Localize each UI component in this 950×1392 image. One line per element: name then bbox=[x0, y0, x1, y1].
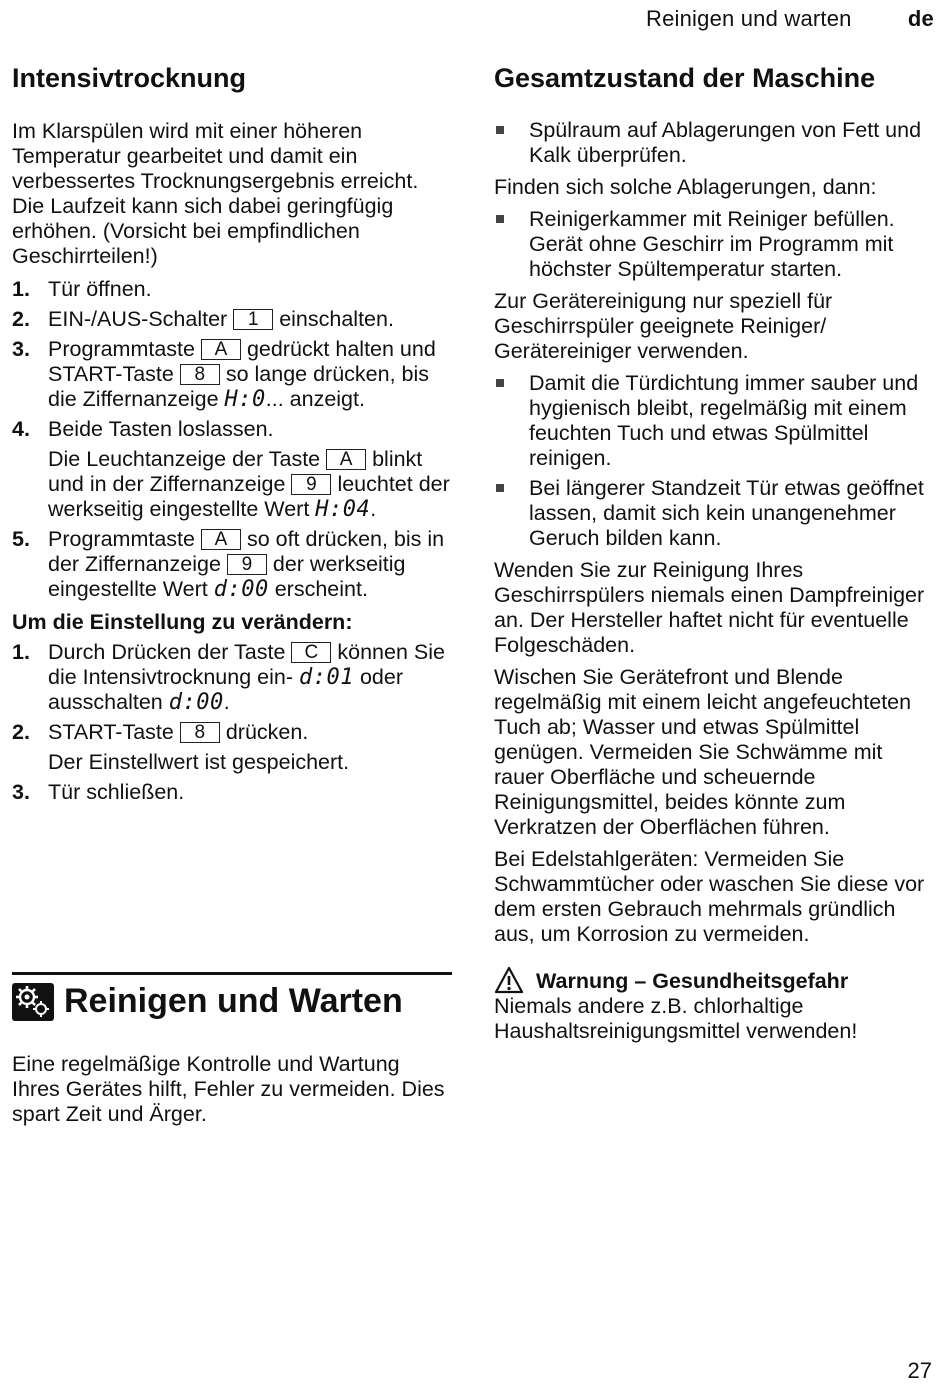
paragraph: Wenden Sie zur Reinigung Ihres Geschirrspülers niemals einen Dampfreiniger an. Der Hersteller haftet nicht für eventuelle Folgeschäden. bbox=[494, 558, 925, 657]
step-text: einschalten. bbox=[279, 307, 394, 331]
bullet-square-icon bbox=[496, 215, 504, 223]
right-column bbox=[494, 60, 934, 1044]
bullet-text: Damit die Türdichtung immer sauber und hygienisch bleibt, regelmäßig mit einem feuchten Tuch und etwas Spülmittel reinigen. bbox=[529, 371, 919, 470]
header-section: Reinigen und warten bbox=[646, 6, 852, 31]
key-symbol: A bbox=[201, 529, 241, 550]
step-text: so oft drücken, bis in der Ziffernanzeige bbox=[48, 527, 445, 576]
step-number: 1. bbox=[12, 277, 30, 301]
bullet-item bbox=[494, 118, 934, 168]
note-text: blinkt und in der Ziffernanzeige bbox=[48, 447, 423, 496]
bullet-square-icon bbox=[496, 126, 504, 134]
change-step-2 bbox=[12, 720, 452, 745]
bullet-item bbox=[494, 476, 934, 551]
section-title bbox=[12, 980, 452, 1022]
key-symbol: A bbox=[326, 449, 366, 470]
note-text: . bbox=[370, 497, 377, 521]
gesamtzustand-heading: Gesamtzustand der Maschine bbox=[494, 63, 876, 93]
display-value: d:00 bbox=[168, 690, 224, 715]
bullet-square-icon bbox=[496, 379, 504, 387]
step-text: der werkseitig eingestellte Wert bbox=[48, 552, 406, 601]
intensivtrocknung-intro: Im Klarspülen wird mit einer höheren Temperatur gearbeitet und damit ein verbessertes Trocknungsergebnis erreicht. Die Laufzeit kann sich dabei geringfügig erhöhen. (Vorsicht bei empfindlichen Geschirrteilen!) bbox=[12, 119, 419, 268]
step-text: so lange drücken, bis die Ziffernanzeige bbox=[48, 362, 430, 411]
bullet-item bbox=[494, 371, 934, 471]
step-text: . bbox=[223, 690, 230, 714]
step-number: 2. bbox=[12, 307, 30, 331]
warning-triangle-icon bbox=[494, 966, 524, 1000]
change-heading: Um die Einstellung zu verändern: bbox=[12, 610, 353, 634]
step-text: START-Taste bbox=[48, 720, 174, 744]
section-intro: Eine regelmäßige Kontrolle und Wartung Ihres Gerätes hilft, Fehler zu vermeiden. Dies spart Zeit und Ärger. bbox=[12, 1052, 445, 1126]
paragraph: Finden sich solche Ablagerungen, dann: bbox=[494, 175, 877, 199]
change-step-1 bbox=[12, 640, 452, 715]
key-symbol: 9 bbox=[227, 554, 267, 575]
step-text: ... anzeigt. bbox=[265, 387, 365, 411]
paragraph: Bei Edelstahlgeräten: Vermeiden Sie Schwammtücher oder waschen Sie diese vor dem ersten Gebrauch mehrmals gründlich aus, um Korrosion zu vermeiden. bbox=[494, 847, 925, 946]
bullet-text: Bei längerer Standzeit Tür etwas geöffnet lassen, damit sich kein unangenehmer Geruch bilden kann. bbox=[529, 476, 924, 550]
key-symbol: 9 bbox=[291, 474, 331, 495]
step-text: können Sie die Intensivtrocknung ein- bbox=[48, 640, 445, 689]
key-symbol: 1 bbox=[233, 309, 273, 330]
note-text: Die Leuchtanzeige der Taste bbox=[48, 447, 321, 471]
display-value: d:00 bbox=[213, 577, 269, 602]
step-5 bbox=[12, 527, 452, 602]
intensivtrocknung-heading: Intensivtrocknung bbox=[12, 63, 247, 93]
key-symbol: A bbox=[201, 339, 241, 360]
paragraph: Zur Gerätereinigung nur speziell für Geschirrspüler geeignete Reiniger/ Gerätereiniger verwenden. bbox=[494, 289, 833, 363]
step-number: 5. bbox=[12, 527, 30, 551]
change-step-3 bbox=[12, 780, 452, 805]
change-step-2-note: Der Einstellwert ist gespeichert. bbox=[48, 750, 350, 774]
bullet-item bbox=[494, 207, 934, 282]
key-symbol: C bbox=[291, 642, 331, 663]
bullet-text: Spülraum auf Ablagerungen von Fett und Kalk überprüfen. bbox=[529, 118, 922, 167]
step-number: 2. bbox=[12, 720, 30, 744]
step-text: Beide Tasten loslassen. bbox=[48, 417, 274, 441]
section-heading: Reinigen und Warten bbox=[64, 982, 403, 1020]
step-text: Durch Drücken der Taste bbox=[48, 640, 286, 664]
step-number: 3. bbox=[12, 337, 30, 361]
key-symbol: 8 bbox=[180, 722, 220, 743]
step-text: Programmtaste bbox=[48, 337, 195, 361]
warning-text: Niemals andere z.B. chlorhaltige Haushaltsreinigungsmittel verwenden! bbox=[494, 994, 858, 1043]
warning-title: Warnung – Gesundheitsgefahr bbox=[536, 969, 849, 993]
step-text: Tür schließen. bbox=[48, 780, 185, 804]
step-number: 3. bbox=[12, 780, 30, 804]
key-symbol: 8 bbox=[180, 364, 220, 385]
step-4-note bbox=[12, 447, 452, 522]
page-number: 27 bbox=[907, 1358, 932, 1383]
warning-heading bbox=[494, 969, 934, 994]
display-value: H:04 bbox=[315, 497, 371, 522]
cleaning-gear-icon bbox=[12, 983, 54, 1021]
step-1 bbox=[12, 277, 452, 302]
header-language: de bbox=[907, 6, 934, 31]
step-4 bbox=[12, 417, 452, 442]
step-text: EIN-/AUS-Schalter bbox=[48, 307, 228, 331]
note-text: leuchtet der werkseitig eingestellte Wert bbox=[48, 472, 450, 521]
left-column bbox=[12, 60, 452, 805]
step-number: 1. bbox=[12, 640, 30, 664]
step-text: oder ausschalten bbox=[48, 665, 404, 714]
step-text: Tür öffnen. bbox=[48, 277, 152, 301]
display-value: H:0 bbox=[224, 387, 266, 412]
step-text: erscheint. bbox=[274, 577, 368, 601]
section-rule bbox=[12, 972, 452, 975]
step-2 bbox=[12, 307, 452, 332]
step-text: drücken. bbox=[225, 720, 309, 744]
running-header bbox=[646, 6, 934, 32]
bullet-text: Reinigerkammer mit Reiniger befüllen. Gerät ohne Geschirr im Programm mit höchster Spültemperatur starten. bbox=[529, 207, 895, 281]
step-number: 4. bbox=[12, 417, 30, 441]
display-value: d:01 bbox=[299, 665, 354, 690]
step-text: gedrückt halten und START-Taste bbox=[48, 337, 436, 386]
paragraph: Wischen Sie Gerätefront und Blende regelmäßig mit einem leicht angefeuchteten Tuch ab; Wasser und etwas Spülmittel genügen. Vermeiden Sie Schwämme mit rauer Oberfläche und scheuernde Reinigungsmittel, beides könnte zum Verkratzen der Oberflächen führen. bbox=[494, 665, 912, 839]
step-3 bbox=[12, 337, 452, 412]
bullet-square-icon bbox=[496, 484, 504, 492]
step-text: Programmtaste bbox=[48, 527, 195, 551]
